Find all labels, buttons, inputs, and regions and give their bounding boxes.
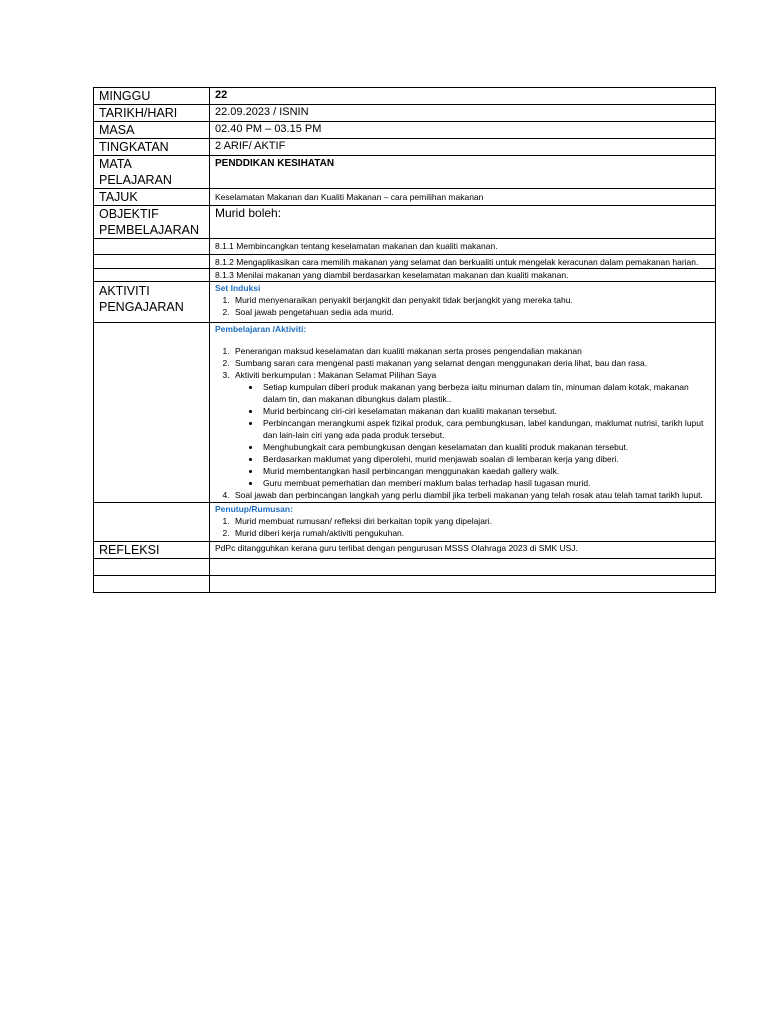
value-tajuk: Keselamatan Makanan dan Kualiti Makanan – cara pemilihan makanan <box>210 189 716 206</box>
list-item-text: Aktiviti berkumpulan : Makanan Selamat Pilihan Saya <box>235 370 437 380</box>
bullet-item: • Guru membuat pemerhatian dan memberi maklum balas terhadap hasil tugasan murid. <box>261 477 710 489</box>
objektif-item: 8.1.3 Menilai makanan yang diambil berdasarkan keselamatan makanan dan kualiti makanan. <box>210 269 716 282</box>
pembelajaran-heading: Pembelajaran /Aktiviti: <box>215 324 307 334</box>
list-item: 2. Murid diberi kerja rumah/aktiviti pengukuhan. <box>232 527 710 539</box>
label-tarikh: TARIKH/HARI <box>94 105 210 122</box>
row-refleksi <box>94 542 716 559</box>
value-objektif: Murid boleh: <box>210 206 716 239</box>
value-mata-pelajaran: PENDDIKAN KESIHATAN <box>210 156 716 189</box>
row-masa <box>94 122 716 139</box>
objektif-item: 8.1.1 Membincangkan tentang keselamatan makanan dan kualiti makanan. <box>210 239 716 255</box>
list-item <box>232 369 710 489</box>
row-aktiviti-pembelajaran <box>94 323 716 503</box>
list-item: 1. Penerangan maksud keselamatan dan kualiti makanan serta proses pengendalian makanan <box>232 345 710 357</box>
bullet-item: • Setiap kumpulan diberi produk makanan yang berbeza iaitu minuman dalam tin, minuman dalam kotak, makanan dalam tin, dan makanan dibungkus dalam plastik.. <box>261 381 710 405</box>
row-objektif-item-1 <box>94 239 716 255</box>
lesson-plan-table <box>93 87 716 593</box>
row-empty-2 <box>94 576 716 593</box>
bullet-item: • Perbincangan merangkumi aspek fizikal produk, cara pembungkusan, label kandungan, maklumat nutrisi, tarikh luput dan lain-lain ciri yang ada pada produk tersebut. <box>261 417 710 441</box>
label-refleksi: REFLEKSI <box>94 542 210 559</box>
label-objektif: OBJEKTIF PEMBELAJARAN <box>94 206 210 239</box>
value-refleksi: PdPc ditangguhkan kerana guru terlibat dengan pengurusan MSSS Olahraga 2023 di SMK USJ. <box>210 542 716 559</box>
row-minggu <box>94 88 716 105</box>
objektif-item: 8.1.2 Mengaplikasikan cara memilih makanan yang selamat dan berkualiti untuk mengelak keracunan dalam pemakanan harian. <box>210 255 716 269</box>
list-item: 4. Soal jawab dan perbincangan langkah yang perlu diambil jika terbeli makanan yang telah rosak atau telah tamat tarikh luput. <box>232 489 710 501</box>
label-minggu: MINGGU <box>94 88 210 105</box>
row-aktiviti-set-induksi <box>94 282 716 323</box>
list-item: 1. Murid membuat rumusan/ refleksi diri berkaitan topik yang dipelajari. <box>232 515 710 527</box>
row-aktiviti-penutup <box>94 503 716 542</box>
row-objektif-item-3 <box>94 269 716 282</box>
row-empty-1 <box>94 559 716 576</box>
set-induksi-cell <box>210 282 716 323</box>
group-activity-bullets <box>235 381 710 489</box>
list-item: 2. Soal jawab pengetahuan sedia ada murid. <box>232 306 710 318</box>
list-item: 1. Murid menyenaraikan penyakit berjangkit dan penyakit tidak berjangkit yang mereka tahu. <box>232 294 710 306</box>
penutup-cell <box>210 503 716 542</box>
set-induksi-list <box>215 294 710 318</box>
row-tajuk <box>94 189 716 206</box>
label-aktiviti: AKTIVITI PENGAJARAN <box>94 282 210 323</box>
label-masa: MASA <box>94 122 210 139</box>
row-tingkatan <box>94 139 716 156</box>
bullet-item: • Murid membentangkan hasil perbincangan menggunakan kaedah gallery walk. <box>261 465 710 477</box>
row-tarikh <box>94 105 716 122</box>
list-item: 2. Sumbang saran cara mengenal pasti makanan yang selamat dengan menggunakan deria lihat, bau dan rasa. <box>232 357 710 369</box>
value-tingkatan: 2 ARIF/ AKTIF <box>210 139 716 156</box>
pembelajaran-cell <box>210 323 716 503</box>
set-induksi-heading: Set Induksi <box>215 283 261 293</box>
bullet-item: • Berdasarkan maklumat yang diperolehi, murid menjawab soalan di lembaran kerja yang diberi. <box>261 453 710 465</box>
label-tajuk: TAJUK <box>94 189 210 206</box>
pembelajaran-list <box>215 345 710 501</box>
bullet-item: • Menghubungkait cara pembungkusan dengan keselamatan dan kualiti produk makanan tersebut. <box>261 441 710 453</box>
penutup-heading: Penutup/Rumusan: <box>215 504 293 514</box>
row-objektif <box>94 206 716 239</box>
row-objektif-item-2 <box>94 255 716 269</box>
row-mata-pelajaran <box>94 156 716 189</box>
value-tarikh: 22.09.2023 / ISNIN <box>210 105 716 122</box>
bullet-item: • Murid berbincang ciri-ciri keselamatan makanan dan kualiti makanan tersebut. <box>261 405 710 417</box>
label-mata-pelajaran: MATA PELAJARAN <box>94 156 210 189</box>
value-minggu: 22 <box>210 88 716 105</box>
label-tingkatan: TINGKATAN <box>94 139 210 156</box>
value-masa: 02.40 PM – 03.15 PM <box>210 122 716 139</box>
penutup-list <box>215 515 710 539</box>
